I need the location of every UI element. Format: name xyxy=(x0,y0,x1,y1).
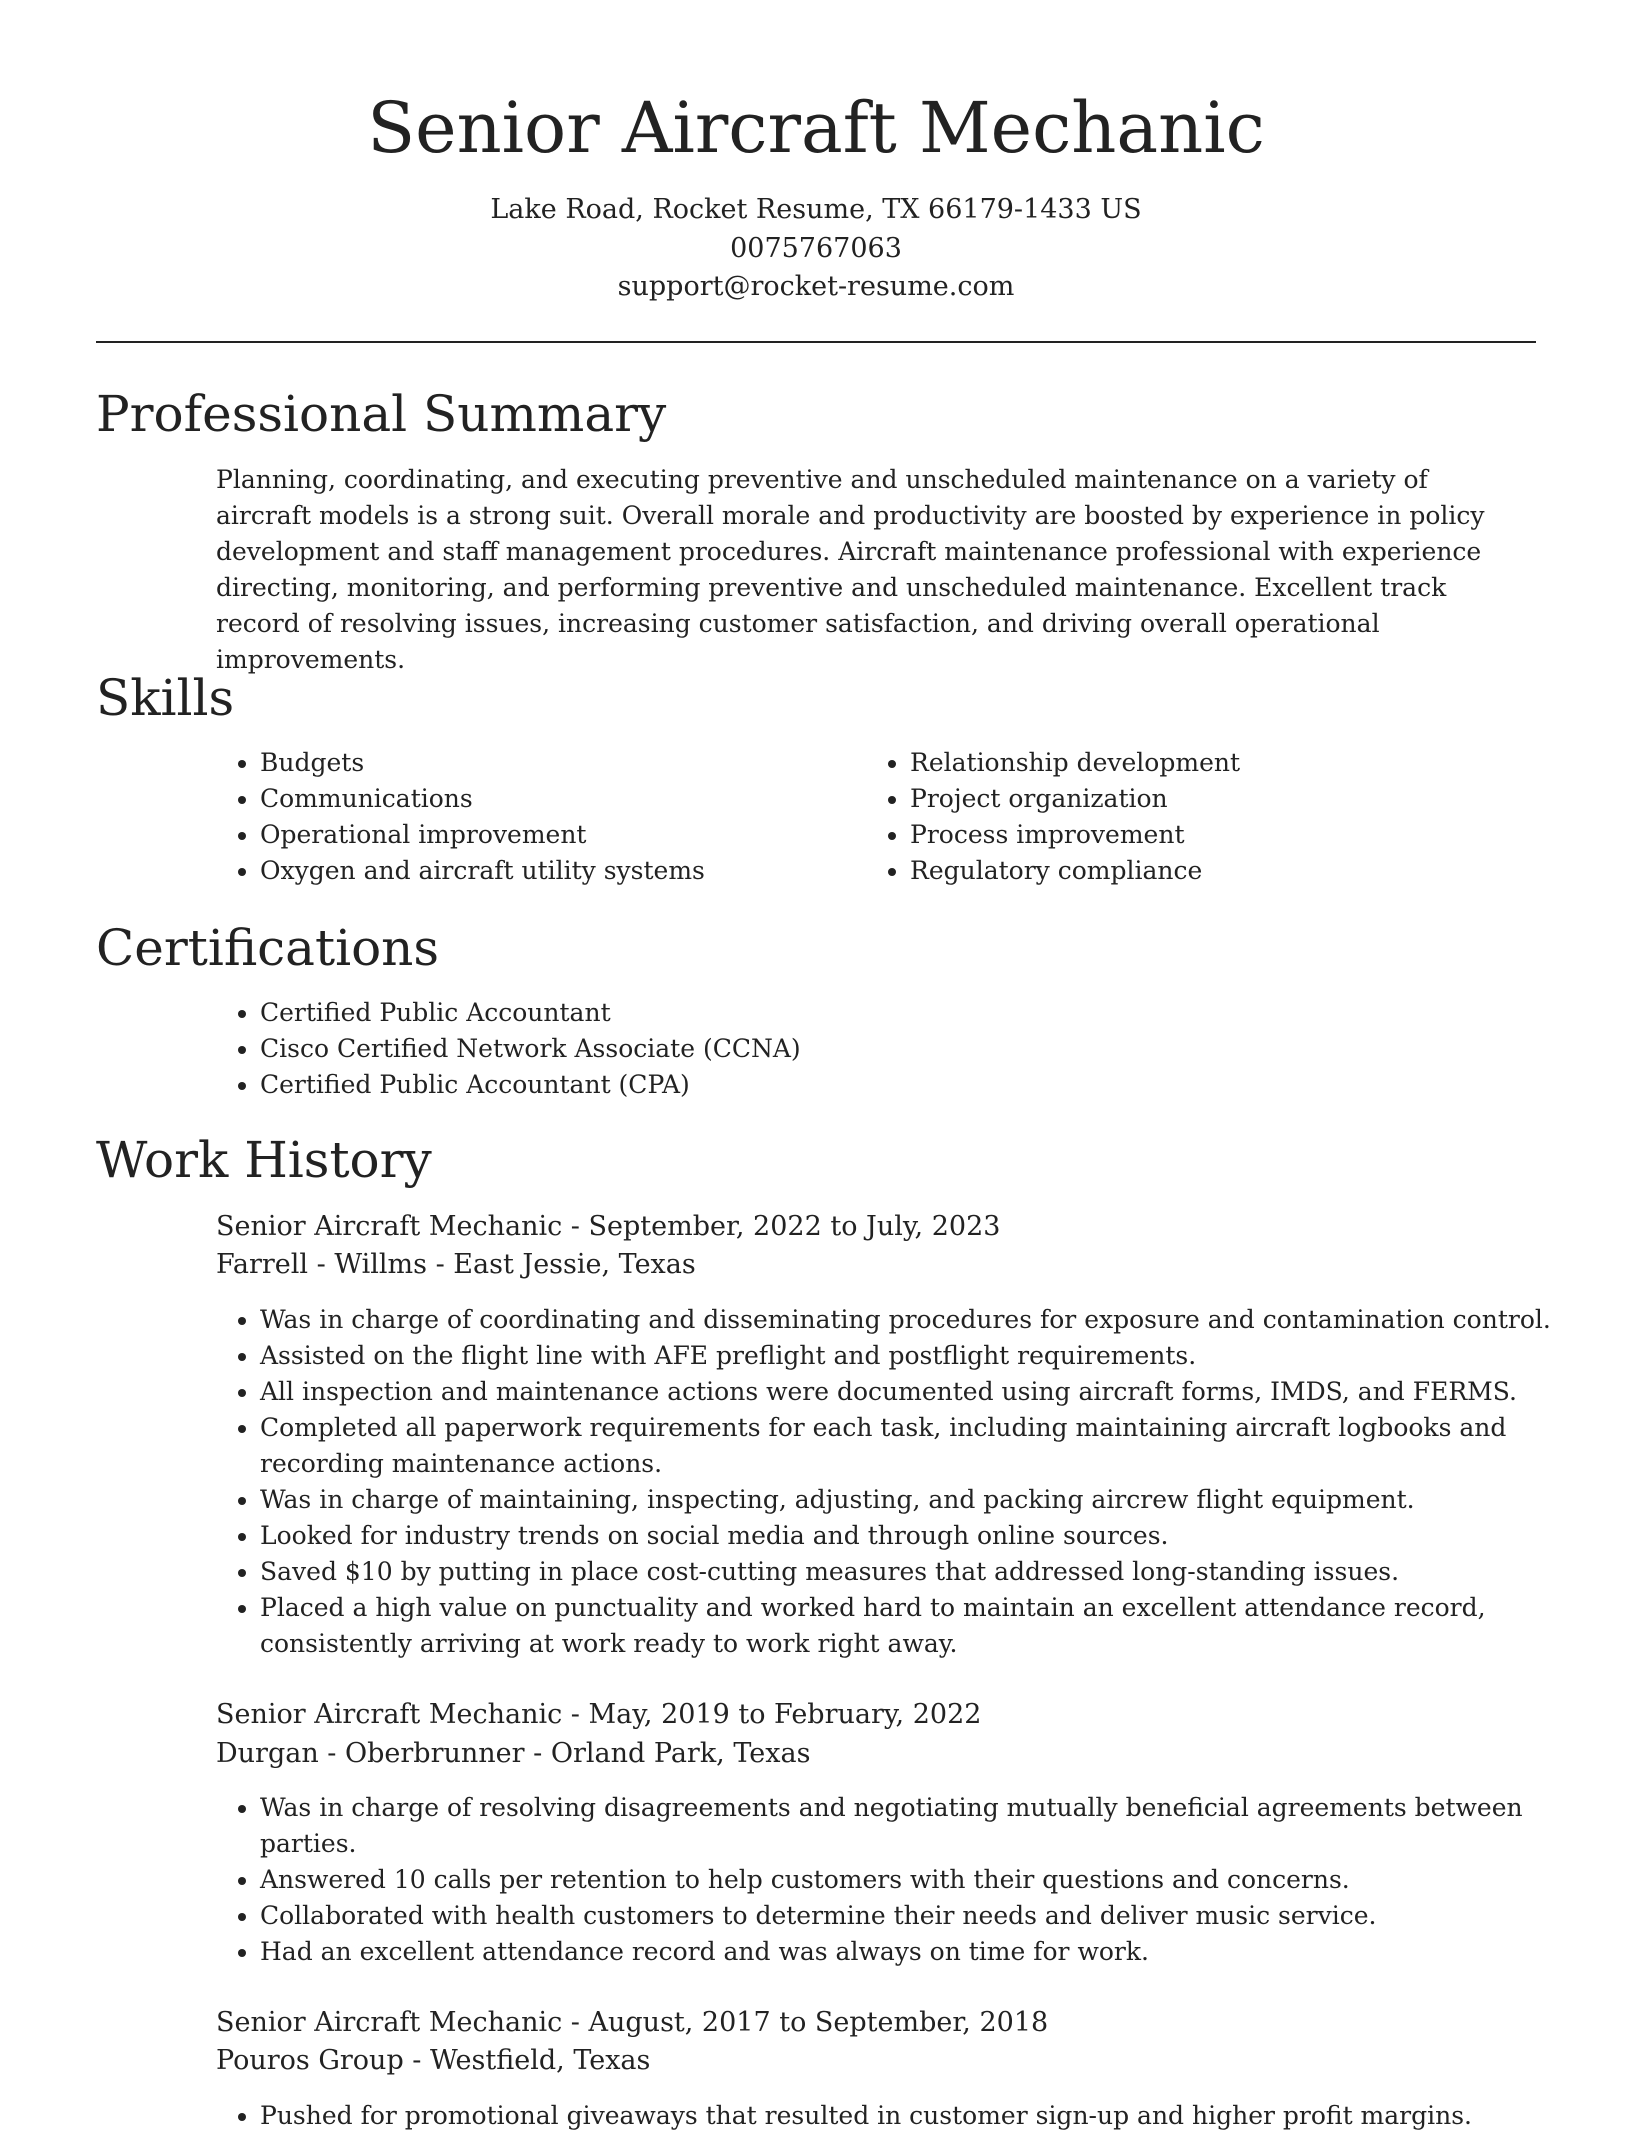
certification-item: • Certified Public Accountant (CPA) xyxy=(260,1067,1560,1103)
job-bullet: • All inspection and maintenance actions were documented using aircraft forms, IMDS, and FERMS. xyxy=(260,1374,1560,1410)
job-company-line: Farrell - Willms - East Jessie, Texas xyxy=(216,1249,696,1280)
job-title-line: Senior Aircraft Mechanic - September, 2022 to July, 2023 xyxy=(216,1211,1001,1242)
contact-phone: 0075767063 xyxy=(730,233,902,264)
skill-item: • Project organization xyxy=(910,781,1510,817)
job-bullet: • Completed all paperwork requirements for each task, including maintaining aircraft logbooks and recording maintenance actions. xyxy=(260,1410,1560,1482)
skill-item: • Relationship development xyxy=(910,745,1510,781)
job-bullet: • Was in charge of maintaining, inspecting, adjusting, and packing aircrew flight equipment. xyxy=(260,1482,1560,1518)
certifications-list xyxy=(216,995,1560,1103)
header-divider xyxy=(96,341,1536,343)
skill-item: • Operational improvement xyxy=(260,817,820,853)
work-history-heading: Work History xyxy=(96,1131,432,1189)
skills-heading: Skills xyxy=(96,669,235,727)
certification-item: • Certified Public Accountant xyxy=(260,995,1560,1031)
job-bullets xyxy=(216,1302,1560,1662)
skill-item: • Communications xyxy=(260,781,820,817)
contact-email: support@rocket-resume.com xyxy=(617,271,1015,302)
candidate-name: Senior Aircraft Mechanic xyxy=(367,87,1265,169)
certification-item: • Cisco Certified Network Associate (CCNA) xyxy=(260,1031,1560,1067)
job-company-line: Pouros Group - Westfield, Texas xyxy=(216,2045,651,2076)
job-bullet: • Looked for industry trends on social media and through online sources. xyxy=(260,1518,1560,1554)
summary-text: Planning, coordinating, and executing preventive and unscheduled maintenance on a variety of aircraft models is a strong suit. Overall morale and productivity are boosted by experience in policy development and staff management procedures. Aircraft maintenance professional with experience directing, monitoring, and performing preventive and unscheduled maintenance. Excellent track record of resolving issues, increasing customer satisfaction, and driving overall operational improvements. xyxy=(216,465,1485,674)
job-bullet: • Had an excellent attendance record and was always on time for work. xyxy=(260,1934,1560,1970)
job-bullet: • Answered 10 calls per retention to help customers with their questions and concerns. xyxy=(260,1862,1560,1898)
skill-item: • Budgets xyxy=(260,745,820,781)
job-bullets xyxy=(216,2098,1560,2134)
job-bullet: • Was in charge of resolving disagreements and negotiating mutually beneficial agreements between parties. xyxy=(260,1790,1560,1862)
skill-item: • Regulatory compliance xyxy=(910,853,1510,889)
skill-item: • Oxygen and aircraft utility systems xyxy=(260,853,820,889)
job-bullets xyxy=(216,1790,1560,1970)
certifications-heading: Certifications xyxy=(96,919,440,977)
summary-heading: Professional Summary xyxy=(96,385,667,443)
job-company-line: Durgan - Oberbrunner - Orland Park, Texas xyxy=(216,1738,811,1769)
skill-item: • Process improvement xyxy=(910,817,1510,853)
job-bullet: • Was in charge of coordinating and disseminating procedures for exposure and contamination control. xyxy=(260,1302,1560,1338)
job-bullet: • Pushed for promotional giveaways that resulted in customer sign-up and higher profit margins. xyxy=(260,2098,1560,2134)
contact-address: Lake Road, Rocket Resume, TX 66179-1433 US xyxy=(490,194,1142,225)
job-bullet: • Placed a high value on punctuality and worked hard to maintain an excellent attendance record, consistently arriving at work ready to work right away. xyxy=(260,1590,1560,1662)
job-bullet: • Saved $10 by putting in place cost-cutting measures that addressed long-standing issues. xyxy=(260,1554,1560,1590)
skills-list-right xyxy=(866,745,1510,889)
job-title-line: Senior Aircraft Mechanic - May, 2019 to February, 2022 xyxy=(216,1699,982,1730)
job-bullet: • Assisted on the flight line with AFE preflight and postflight requirements. xyxy=(260,1338,1560,1374)
job-title-line: Senior Aircraft Mechanic - August, 2017 to September, 2018 xyxy=(216,2007,1049,2038)
job-bullet: • Collaborated with health customers to determine their needs and deliver music service. xyxy=(260,1898,1560,1934)
skills-list-left xyxy=(216,745,820,889)
